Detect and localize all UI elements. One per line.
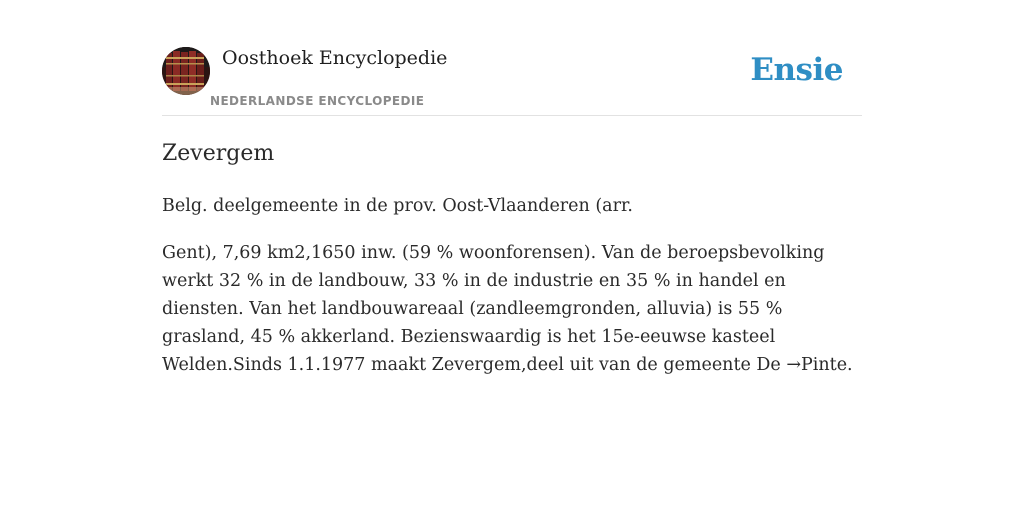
site-header: [162, 46, 862, 116]
encyclopedia-books-icon[interactable]: [162, 47, 210, 95]
article-paragraph-2: Gent), 7,69 km2,1650 inw. (59 % woonforensen). Van de beroepsbevolking werkt 32 % in de landbouw, 33 % in de industrie en 35 % in handel en diensten. Van het landbouwareaal (zandleemgronden, alluvia) is 55 % grasland, 45 % akkerland. Bezienswaardig is het 15e-eeuwse kasteel Welden.Sinds 1.1.1977 maakt Zevergem,deel uit van de gemeente De →Pinte.: [162, 243, 853, 375]
site-title-link[interactable]: Oosthoek Encyclopedie: [222, 47, 448, 69]
article: [162, 138, 862, 379]
ensie-logo-link[interactable]: Ensie: [750, 52, 843, 88]
site-subtitle: NEDERLANDSE ENCYCLOPEDIE: [210, 94, 425, 108]
article-paragraph-1: Belg. deelgemeente in de prov. Oost-Vlaanderen (arr.: [162, 196, 633, 216]
article-title: Zevergem: [162, 141, 275, 166]
